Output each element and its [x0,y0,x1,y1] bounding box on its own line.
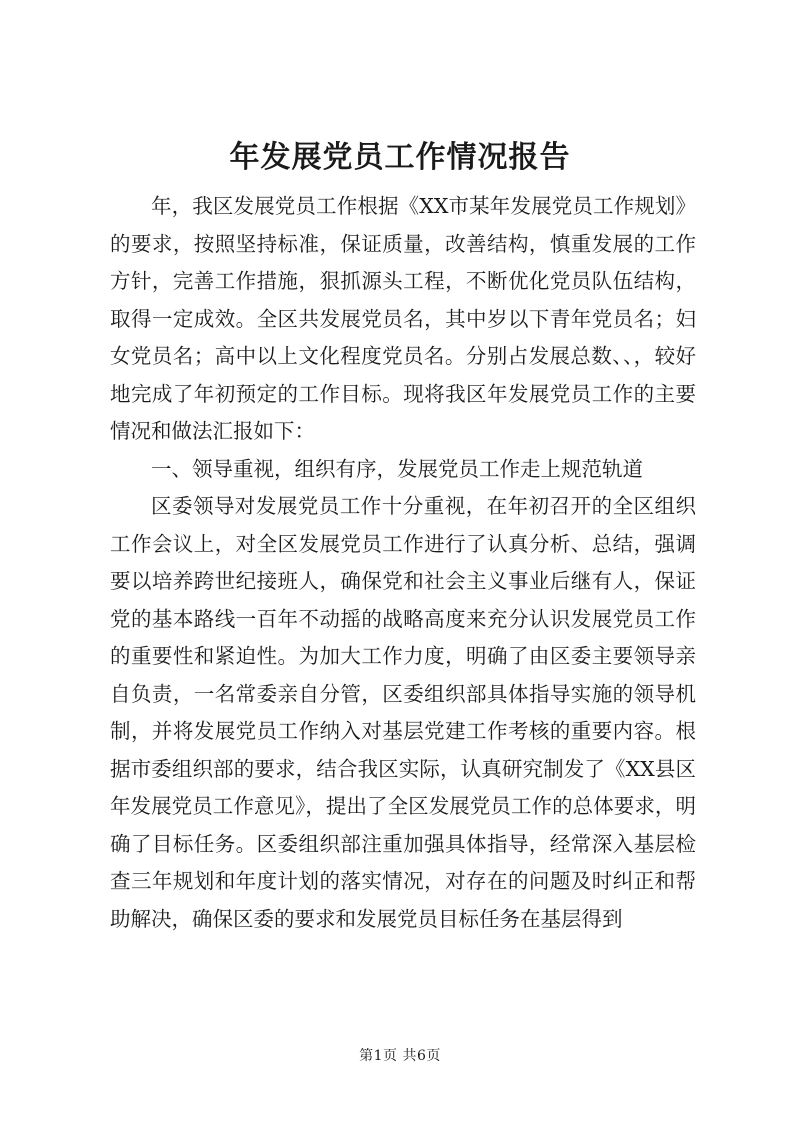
paragraph-intro: 年，我区发展党员工作根据《XX市某年发展党员工作规划》的要求，按照坚持标准，保证质量，改善结构，慎重发展的工作方针，完善工作措施，狠抓源头工程，不断优化党员队伍结构，取得一定成效。全区共发展党员名，其中岁以下青年党员名；妇女党员名；高中以上文化程度党员名。分别占发展总数、、，较好地完成了年初预定的工作目标。现将我区年发展党员工作的主要情况和做法汇报如下： [110,194,696,443]
document-title: 年发展党员工作情况报告 [229,140,571,175]
paragraph-section-1: 区委领导对发展党员工作十分重视，在年初召开的全区组织工作会议上，对全区发展党员工作进行了认真分析、总结，强调要以培养跨世纪接班人，确保党和社会主义事业后继有人，保证党的基本路线一百年不动摇的战略高度来充分认识发展党员工作的重要性和紧迫性。为加大工作力度，明确了由区委主要领导亲自负责，一名常委亲自分管，区委组织部具体指导实施的领导机制，并将发展党员工作纳入对基层党建工作考核的重要内容。根据市委组织部的要求，结合我区实际，认真研究制发了《XX县区年发展党员工作意见》，提出了全区发展党员工作的总体要求，明确了目标任务。区委组织部注重加强具体指导，经常深入基层检查三年规划和年度计划的落实情况，对存在的问题及时纠正和帮助解决，确保区委的要求和发展党员目标任务在基层得到 [110,494,696,931]
document-body [110,188,696,938]
section-heading-1: 一、领导重视，组织有序，发展党员工作走上规范轨道 [151,456,643,481]
page-footer: 第1页 共6页 [359,1048,441,1064]
